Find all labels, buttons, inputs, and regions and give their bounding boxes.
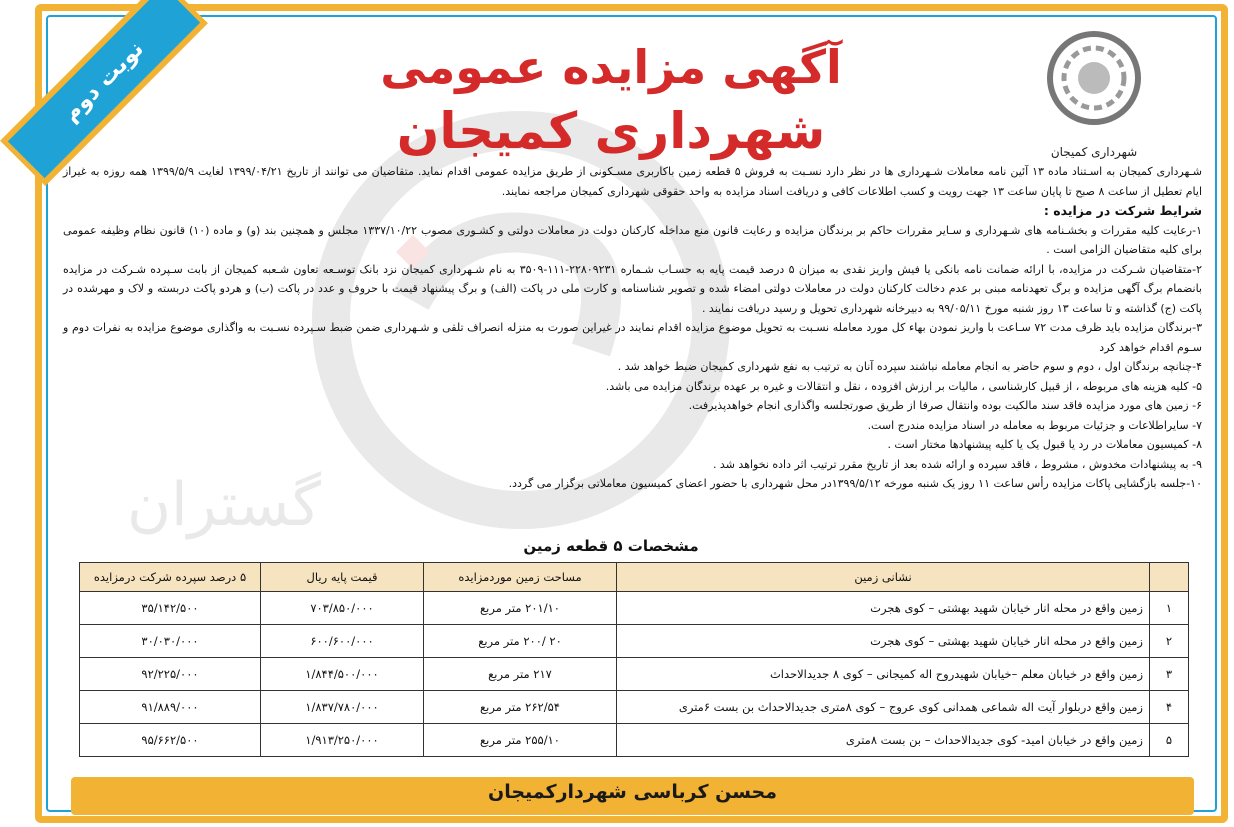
condition-3: ۳-برندگان مزایده باید ظرف مدت ۷۲ سـاعت با واریز نمودن بهاء کل مورد معامله نسـبت به تحویل موضوع مزایده اقدام نمایند در غیراین صورت به منزله انصراف تلقی و شـهرداری ضمن ضبط سـپرده نسـبت به واگذاری موضوع مزایده به نفرات دوم و سـوم اقدام خواهد کرد <box>63 321 1203 354</box>
land-table <box>79 562 1189 757</box>
row-address: زمین واقع در محله انار خیابان شهید بهشتی – کوی هجرت <box>617 592 1150 625</box>
intro-paragraph: شـهرداری کمیجان به اسـتناد ماده ۱۳ آئین نامه معاملات شـهرداری ها در نظر دارد نسـبت به فروش ۵ قطعه زمین باکاربری مسـکونی از طریق مزایده عمومی اقدام نماید. متقاضیان می توانند از تاریخ ۱۳۹۹/۰۴/۲۱ لغایت ۱۳۹۹/۵/۹ همه روزه به غیراز ایام تعطیل از ساعت ۸ صبح تا پایان ساعت ۱۳ جهت رویت و کسب اطلاعات کافی و دریافت اسناد مزایده به واحد حقوقی شهرداری کمیجان مراجعه نمایند. <box>63 165 1202 198</box>
row-area: ۲۱۷ متر مربع <box>424 658 617 691</box>
condition-1: ۱-رعایت کلیه مقررات و بخشـنامه های شـهرداری و سـایر مقررات حاکم بر برندگان مزایده و رعایت قانون منع مداخله کارکنان دولت در معاملات دولتی و کشـوری مصوب ۱۳۳۷/۱۰/۲۲ مجلس و همچنین بند (و) و ماده (۱۰) قانون نظام وظیفه عمومی برای کلیه متقاضیان الزامی است . <box>63 223 1202 256</box>
col-header-index <box>1150 563 1189 592</box>
row-deposit: ۳۰/۰۳۰/۰۰۰ <box>80 625 261 658</box>
row-index: ۳ <box>1150 658 1189 691</box>
condition-4: ۴-چنانچه برندگان اول ، دوم و سوم حاضر به انجام معامله نباشند سپرده آنان به ترتیب به نفع شهرداری کمیجان ضبط خواهد شد . <box>617 360 1202 373</box>
logo-caption: شهرداری کمیجان <box>1050 145 1138 159</box>
row-index: ۲ <box>1150 625 1189 658</box>
badge-label: نوبت دوم <box>8 0 200 178</box>
table-header-row <box>80 563 1189 592</box>
table-row <box>80 592 1189 625</box>
row-price: ۷۰۳/۸۵۰/۰۰۰ <box>261 592 424 625</box>
condition-5: ۵- کلیه هزینه های مربوطه ، از قبیل کارشناسی ، مالیات بر ارزش افزوده ، نقل و انتقالات و غیره بر عهده برندگان مزایده می باشد. <box>605 379 1202 393</box>
corner-badge <box>39 8 189 158</box>
condition-6: ۶- زمین های مورد مزایده فاقد سند مالکیت بوده وانتقال صرفا از طریق صورتجلسه واگذاری انجام خواهدپذیرفت. <box>688 399 1202 412</box>
table-title: مشخصات ۵ قطعه زمین <box>523 537 699 555</box>
row-index: ۵ <box>1150 724 1189 757</box>
row-price: ۱/۸۳۷/۷۸۰/۰۰۰ <box>261 691 424 724</box>
row-price: ۱/۹۱۳/۲۵۰/۰۰۰ <box>261 724 424 757</box>
page-title: آگهی مزایده عمومی <box>380 40 842 94</box>
row-address: زمین واقع در محله انار خیابان شهید بهشتی – کوی هجرت <box>617 625 1150 658</box>
table-row <box>80 691 1189 724</box>
row-price: ۱/۸۴۴/۵۰۰/۰۰۰ <box>261 658 424 691</box>
footer-bar <box>71 777 1194 815</box>
announcement-body <box>63 162 1202 494</box>
row-deposit: ۳۵/۱۴۲/۵۰۰ <box>80 592 261 625</box>
row-index: ۴ <box>1150 691 1189 724</box>
col-header-address: نشانی زمین <box>617 563 1150 592</box>
col-header-deposit: ۵ درصد سپرده شرکت درمزایده <box>80 563 261 592</box>
page-subtitle: شهرداری کمیجان <box>396 102 826 160</box>
condition-8: ۸- کمیسیون معاملات در رد یا قبول یک یا کلیه پیشنهادها مختار است . <box>887 438 1202 451</box>
condition-7: ۷- سایراطلاعات و جزئیات مربوط به معامله در اسناد مزایده مندرج است. <box>867 418 1202 432</box>
condition-10: ۱۰-جلسه بازگشایی پاکات مزایده رأس ساعت ۱۱ روز یک شنبه مورخه ۱۳۹۹/۵/۱۲در محل شهرداری با حضور اعضای کمیسیون معاملاتی برگزار می گردد. <box>508 477 1202 490</box>
row-deposit: ۹۱/۸۸۹/۰۰۰ <box>80 691 261 724</box>
col-header-area: مساحت زمین موردمزایده <box>424 563 617 592</box>
row-deposit: ۹۵/۶۶۲/۵۰۰ <box>80 724 261 757</box>
col-header-price: قیمت پایه ریال <box>261 563 424 592</box>
row-area: ۲۶۲/۵۴ متر مربع <box>424 691 617 724</box>
footer-signature: محسن کرباسی شهردارکمیجان <box>488 781 777 803</box>
conditions-title: شرایط شرکت در مزایده : <box>1043 203 1202 218</box>
table-row <box>80 658 1189 691</box>
row-deposit: ۹۲/۲۲۵/۰۰۰ <box>80 658 261 691</box>
row-price: ۶۰۰/۶۰۰/۰۰۰ <box>261 625 424 658</box>
condition-9: ۹- به پیشنهادات مخدوش ، مشروط ، فاقد سپرده و ارائه شده بعد از تاریخ مقرر ترتیب اثر داده نخواهد شد . <box>712 457 1202 471</box>
row-area: ۲۰۱/۱۰ متر مربع <box>424 592 617 625</box>
row-address: زمین واقع در خیابان معلم –خیابان شهیدروح اله کمیجانی – کوی ۸ جدیدالاحداث <box>617 658 1150 691</box>
municipality-logo <box>1046 30 1142 126</box>
condition-2: ۲-متقاضیان شـرکت در مزایده، با ارائه ضمانت نامه بانکی یا فیش واریز نقدی به میزان ۵ درصد قیمت پایه به حسـاب شـماره ۲۲۸۰۹۲۳۱-۱۱۱-۳۵۰۹ به نام شـهرداری کمیجان نزد بانک توسـعه تعاون شـعبه کمیجان از بابت سـپرده شـرکت در مزایده بانضمام برگ آگهی مزایده و برگ تعهدنامه مبنی بر عدم دخالت کارکنان دولت در معاملات دولتی امضاء شده و تصویر شناسنامه و کارت ملی در پاکت (الف) و برگ پیشنهاد قیمت با حروف و عدد در پاکت (ب) و هردو پاکت دربسته و لاک و مهرشده در پاکت (ج) گذاشته و تا ساعت ۱۳ روز شنبه مورخ ۹۹/۰۵/۱۱ به دبیرخانه شهرداری تحویل و رسید دریافت نمایند . <box>63 262 1203 315</box>
table-row <box>80 625 1189 658</box>
row-area: ۲۰ /۲۰۰ متر مربع <box>424 625 617 658</box>
row-address: زمین واقع دربلوار آیت اله شماعی همدانی کوی عروج – کوی ۸متری جدیدالاحداث بن بست ۶متری <box>617 691 1150 724</box>
table-row <box>80 724 1189 757</box>
row-area: ۲۵۵/۱۰ متر مربع <box>424 724 617 757</box>
row-address: زمین واقع در خیابان امید- کوی جدیدالاحداث – بن بست ۸متری <box>617 724 1150 757</box>
row-index: ۱ <box>1150 592 1189 625</box>
